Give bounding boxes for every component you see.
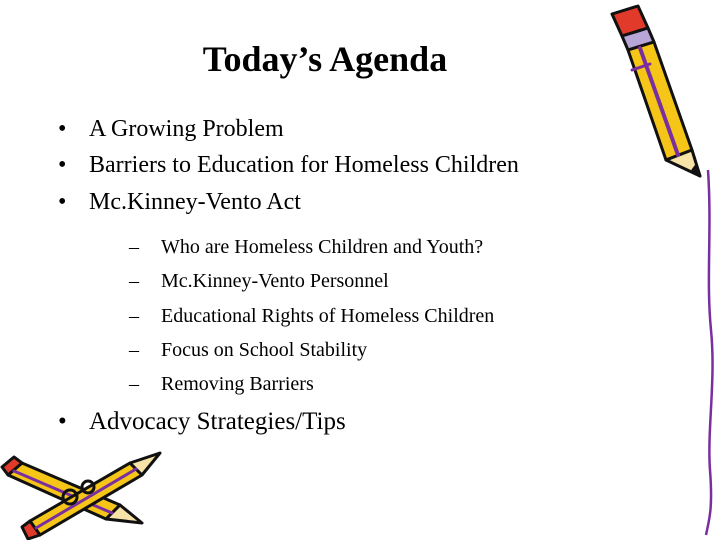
crossed-pencils-icon (0, 435, 180, 540)
sub-list-item-label: Focus on School Stability (161, 339, 368, 361)
list-item (58, 152, 519, 179)
sub-list-item-label: Mc.Kinney-Vento Personnel (161, 270, 389, 292)
bullet-marker: • (58, 189, 67, 215)
sub-bullet-marker: – (129, 236, 139, 258)
list-item-label: Mc.Kinney-Vento Act (89, 189, 301, 215)
sub-list-item-label: Removing Barriers (161, 373, 314, 395)
list-item (58, 116, 284, 143)
bullet-marker: • (58, 408, 67, 435)
bullet-marker: • (58, 152, 67, 178)
list-item-label: Barriers to Education for Homeless Children (89, 152, 519, 178)
list-item-label: A Growing Problem (89, 116, 284, 142)
list-item-label: Advocacy Strategies/Tips (89, 408, 346, 435)
sub-list-item (129, 236, 483, 259)
sub-bullet-marker: – (129, 305, 139, 327)
pencil-icon (560, 0, 720, 540)
page-title: Today’s Agenda (202, 39, 448, 79)
sub-bullet-marker: – (129, 373, 139, 395)
list-item (58, 408, 346, 436)
sub-list-item (129, 339, 367, 362)
sub-list-item (129, 270, 389, 293)
sub-list-item (129, 305, 494, 328)
list-item (58, 189, 301, 216)
sub-list-item-label: Educational Rights of Homeless Children (161, 305, 495, 327)
sub-bullet-marker: – (129, 339, 139, 361)
sub-bullet-marker: – (129, 270, 139, 292)
sub-list-item-label: Who are Homeless Children and Youth? (161, 236, 484, 258)
bullet-marker: • (58, 116, 67, 142)
sub-list-item (129, 373, 314, 396)
